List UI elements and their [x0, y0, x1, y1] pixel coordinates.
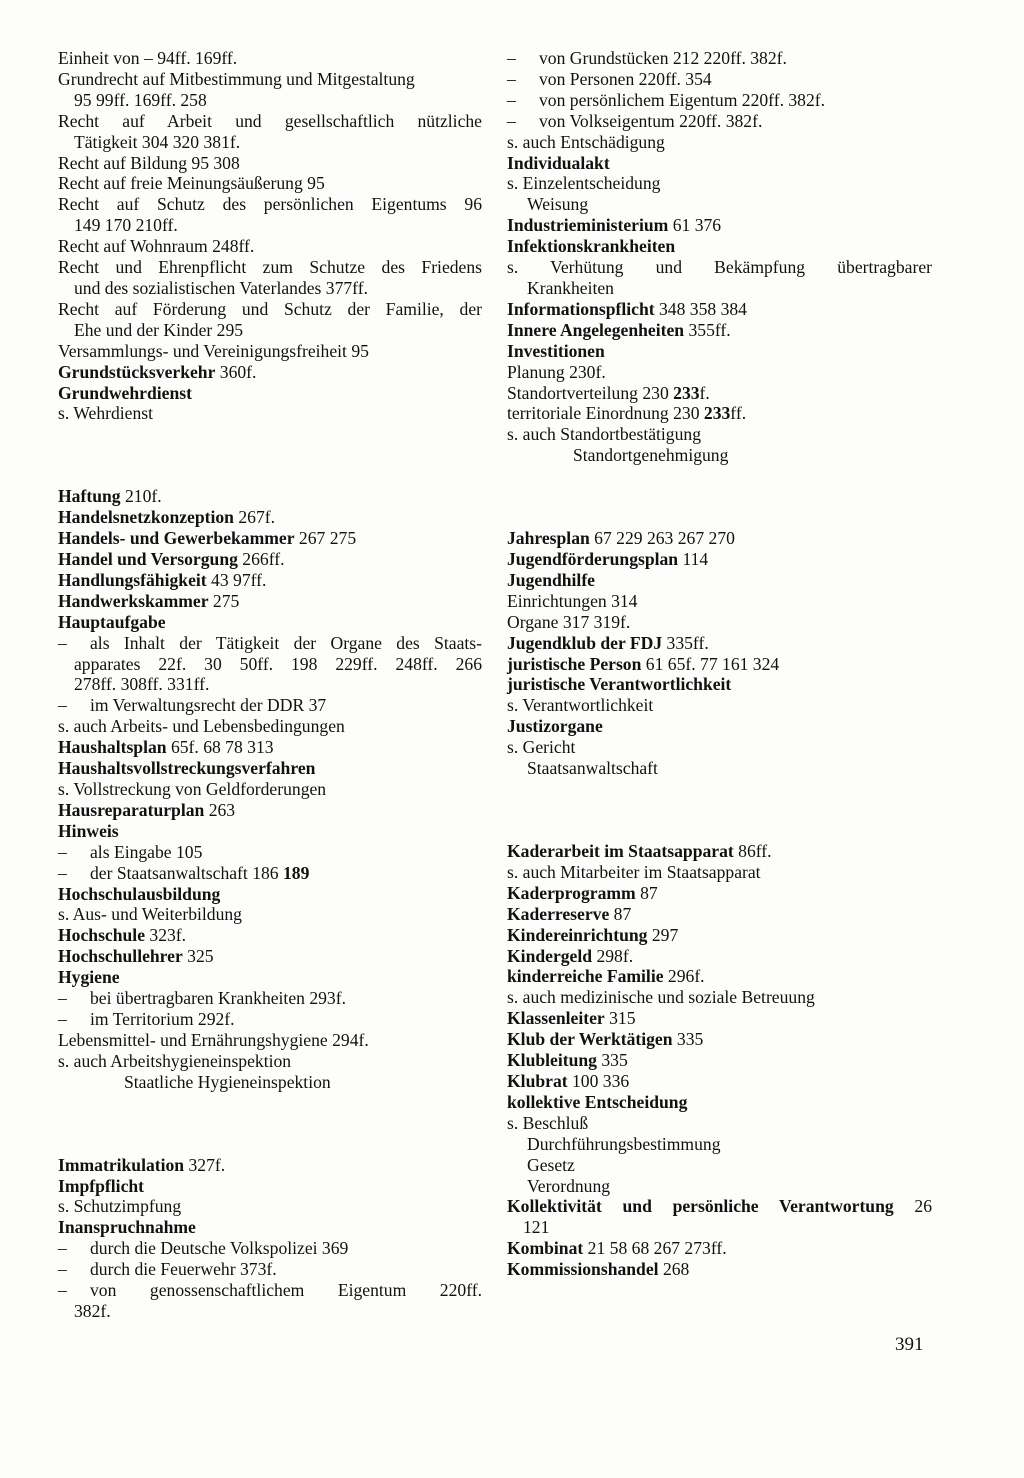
index-subentry: [58, 842, 482, 863]
entry-term: Kommissionshandel: [507, 1259, 659, 1280]
index-line: [58, 1301, 482, 1322]
entry-term: Hygiene: [58, 967, 120, 988]
entry-text: 335ff.: [662, 632, 709, 653]
index-entry-heading: [507, 570, 932, 591]
entry-term: juristische Verantwortlichkeit: [507, 674, 732, 695]
entry-text: Einheit von – 94ff. 169ff.: [58, 48, 238, 68]
index-entry-heading: [507, 236, 932, 257]
entry-term: Klubrat: [507, 1070, 568, 1091]
index-line: [58, 111, 482, 132]
entry-text: 268: [658, 1259, 690, 1280]
entry-text: von genossenschaftlichem Eigentum 220ff.: [90, 1280, 482, 1301]
entry-term: Handwerkskammer: [58, 590, 209, 611]
index-line: [507, 1134, 932, 1155]
entry-term: Haftung: [58, 486, 121, 507]
entry-term: Kaderprogramm: [507, 882, 636, 903]
entry-text: 263: [204, 799, 236, 820]
entry-text: 297: [647, 924, 679, 945]
entry-text: 266ff.: [237, 549, 285, 570]
dash-marker: –: [58, 1008, 67, 1029]
entry-text: 61 376: [668, 215, 722, 236]
entry-term: Grundwehrdienst: [58, 382, 192, 403]
entry-term: Kaderarbeit im Staatsapparat: [507, 841, 734, 861]
index-entry-heading: [58, 884, 482, 905]
entry-text: Recht auf Schutz des persönlichen Eigentums 96: [58, 194, 482, 215]
index-entry-heading: [507, 1196, 932, 1217]
index-line: [58, 299, 482, 320]
entry-term: Jugendhilfe: [507, 569, 595, 590]
index-entry-heading: [507, 674, 932, 695]
entry-text: Krankheiten: [527, 277, 614, 298]
subentry-text: [90, 863, 482, 884]
index-line: [58, 654, 482, 675]
index-column-left: [58, 48, 482, 1322]
entry-text: 65f. 68 78 313: [166, 737, 274, 758]
subentry-text: [90, 988, 482, 1009]
index-line: [507, 1155, 932, 1176]
entry-term: Hausreparaturplan: [58, 799, 205, 820]
entry-text: 325: [182, 946, 214, 967]
entry-text: 61 65f. 77 161 324: [641, 653, 780, 674]
index-entry-heading: [58, 758, 482, 779]
index-entry-heading: [507, 633, 932, 654]
section-gap: [58, 424, 482, 486]
index-subentry: [507, 69, 932, 90]
index-line: [507, 1217, 932, 1238]
entry-term: Industrieministerium: [507, 215, 669, 236]
entry-text: s. auch medizinische und soziale Betreuung: [507, 987, 815, 1008]
index-line: [58, 257, 482, 278]
entry-text: Standortgenehmigung: [573, 445, 729, 466]
entry-text: 267f.: [233, 507, 276, 528]
entry-text: 296f.: [663, 966, 705, 987]
index-line: [507, 758, 932, 779]
entry-term: Investitionen: [507, 340, 605, 361]
index-subentry: [507, 48, 932, 69]
entry-text: 210f.: [120, 486, 162, 507]
entry-text: als Inhalt der Tätigkeit der Organe des Staats-: [90, 632, 482, 653]
entry-text: 327f.: [184, 1154, 226, 1175]
entry-term: Immatrikulation: [58, 1154, 185, 1175]
index-line: [58, 341, 482, 362]
index-line: [58, 69, 482, 90]
entry-text: 100 336: [567, 1070, 630, 1091]
index-entry-heading: [507, 528, 932, 549]
entry-text: s. Verantwortlichkeit: [507, 695, 654, 716]
index-line: [58, 278, 482, 299]
entry-term: Kindereinrichtung: [507, 924, 648, 945]
subentry-text: [539, 48, 932, 69]
entry-text: 114: [678, 549, 709, 570]
entry-text: Gesetz: [527, 1154, 575, 1175]
entry-text: Einrichtungen 314: [507, 590, 638, 611]
dash-marker: –: [58, 1259, 67, 1280]
subentry-text: [539, 69, 932, 90]
index-entry-heading: [58, 486, 482, 507]
index-entry-heading: [507, 654, 932, 675]
subentry-text: [90, 633, 482, 654]
index-entry-heading: [507, 153, 932, 174]
entry-text: s. Aus- und Weiterbildung: [58, 904, 242, 925]
subentry-text: [539, 111, 932, 132]
index-entry-heading: [507, 341, 932, 362]
entry-term: Hochschule: [58, 925, 145, 946]
subentry-text: [90, 1009, 482, 1030]
index-subentry: [507, 111, 932, 132]
index-subentry: [58, 695, 482, 716]
entry-term: Impfpflicht: [58, 1175, 145, 1196]
entry-text: 26: [893, 1196, 932, 1217]
index-line: [58, 153, 482, 174]
index-line: [58, 320, 482, 341]
entry-term: Hinweis: [58, 820, 119, 841]
index-entry-heading: [507, 1029, 932, 1050]
index-line: [507, 1176, 932, 1197]
index-line: [507, 987, 932, 1008]
index-line: [58, 194, 482, 215]
entry-term: juristische Person: [507, 653, 642, 674]
dash-marker: –: [507, 48, 516, 68]
index-entry-heading: [507, 925, 932, 946]
entry-text: von Personen 220ff. 354: [539, 68, 712, 89]
index-entry-heading: [58, 549, 482, 570]
entry-text: Recht auf Förderung und Schutz der Familie, der: [58, 298, 482, 319]
entry-text: 43 97ff.: [206, 569, 267, 590]
index-line: [507, 257, 932, 278]
index-entry-heading: [507, 946, 932, 967]
index-line: [507, 173, 932, 194]
index-line: [507, 737, 932, 758]
dash-marker: –: [58, 988, 67, 1009]
entry-term: Haushaltsplan: [58, 737, 167, 758]
section-gap: [507, 466, 932, 528]
index-line: [58, 904, 482, 925]
entry-term: kinderreiche Familie: [507, 966, 664, 987]
entry-text: apparates 22f. 30 50ff. 198 229ff. 248ff. 266: [74, 653, 482, 674]
index-line: [507, 194, 932, 215]
dash-marker: –: [58, 632, 67, 653]
entry-term: Kindergeld: [507, 945, 593, 966]
index-line: [58, 674, 482, 695]
section-gap: [507, 779, 932, 841]
entry-text: von Volkseigentum 220ff. 382f.: [539, 110, 763, 131]
index-entry-heading: [507, 841, 932, 862]
entry-text: s. auch Mitarbeiter im Staatsapparat: [507, 861, 761, 882]
entry-text: durch die Feuerwehr 373f.: [90, 1259, 277, 1280]
entry-page-bold: 189: [282, 862, 310, 883]
index-entry-heading: [58, 967, 482, 988]
dash-marker: –: [58, 841, 67, 862]
index-entry-heading: [58, 570, 482, 591]
entry-term: Handelsnetzkonzeption: [58, 507, 234, 528]
entry-text: Planung 230f.: [507, 361, 606, 382]
entry-term: Grundstücksverkehr: [58, 361, 216, 382]
entry-text: Recht auf Bildung 95 308: [58, 152, 240, 173]
index-entry-heading: [58, 737, 482, 758]
index-entry-heading: [58, 1176, 482, 1197]
page-number: 391: [895, 1334, 924, 1355]
entry-page-suffix: f.: [699, 382, 710, 403]
entry-text: 382f.: [74, 1300, 111, 1321]
index-line: [507, 445, 932, 466]
index-line: [507, 591, 932, 612]
entry-text: Recht auf Arbeit und gesellschaftlich nützliche: [58, 110, 482, 131]
entry-term: Kombinat: [507, 1238, 584, 1259]
dash-marker: –: [58, 695, 67, 716]
index-entry-heading: [58, 1155, 482, 1176]
index-line: [58, 236, 482, 257]
subentry-text: [90, 842, 482, 863]
entry-text: territoriale Einordnung 230: [507, 403, 704, 424]
index-subentry: [58, 1009, 482, 1030]
index-line: [58, 1072, 482, 1093]
index-line: [507, 383, 932, 404]
index-entry-heading: [58, 528, 482, 549]
entry-term: Jahresplan: [507, 528, 590, 549]
entry-text: im Territorium 292f.: [90, 1008, 235, 1029]
entry-text: Ehe und der Kinder 295: [74, 319, 244, 340]
entry-text: s. Verhütung und Bekämpfung übertragbarer: [507, 257, 932, 278]
entry-text: 298f.: [592, 945, 634, 966]
index-entry-heading: [507, 1008, 932, 1029]
entry-term: Hauptaufgabe: [58, 611, 166, 632]
entry-text: von persönlichem Eigentum 220ff. 382f.: [539, 89, 826, 110]
entry-text: Lebensmittel- und Ernährungshygiene 294f.: [58, 1029, 369, 1050]
entry-term: Innere Angelegenheiten: [507, 319, 685, 340]
entry-text: Staatsanwaltschaft: [527, 758, 658, 779]
index-line: [58, 173, 482, 194]
entry-text: 95 99ff. 169ff. 258: [74, 89, 207, 110]
entry-term: Klub der Werktätigen: [507, 1029, 673, 1050]
index-subentry: [507, 90, 932, 111]
entry-text: Versammlungs- und Vereinigungsfreiheit 95: [58, 340, 369, 361]
subentry-text: [539, 90, 932, 111]
index-line: [58, 779, 482, 800]
section-gap: [58, 1093, 482, 1155]
entry-text: s. Schutzimpfung: [58, 1196, 182, 1217]
index-line: [58, 403, 482, 424]
index-entry-heading: [507, 883, 932, 904]
index-entry-heading: [507, 549, 932, 570]
index-entry-heading: [58, 383, 482, 404]
entry-text: Recht und Ehrenpflicht zum Schutze des Friedens: [58, 257, 482, 278]
entry-term: Jugendklub der FDJ: [507, 632, 663, 653]
index-line: [507, 132, 932, 153]
index-subentry: [58, 1280, 482, 1301]
entry-term: Kollektivität und persönliche Verantwortung: [507, 1196, 894, 1217]
entry-text: s. auch Arbeitshygieneinspektion: [58, 1050, 292, 1071]
entry-text: s. Gericht: [507, 737, 576, 758]
index-entry-heading: [58, 591, 482, 612]
subentry-text: [90, 1259, 482, 1280]
entry-page-bold: 233: [673, 382, 700, 403]
index-entry-heading: [507, 716, 932, 737]
entry-text: 360f.: [215, 361, 257, 382]
entry-text: s. Vollstreckung von Geldforderungen: [58, 779, 327, 799]
entry-text: 275: [208, 590, 240, 611]
entry-text: 278ff. 308ff. 331ff.: [74, 674, 210, 695]
entry-term: Informationspflicht: [507, 298, 655, 319]
entry-text: 323f.: [145, 925, 187, 946]
entry-text: 267 275: [294, 528, 357, 549]
entry-term: Justizorgane: [507, 716, 603, 737]
entry-text: 335: [672, 1029, 704, 1050]
index-entry-heading: [58, 946, 482, 967]
entry-text: Weisung: [527, 194, 589, 215]
entry-term: Handel und Versorgung: [58, 549, 238, 570]
index-entry-heading: [58, 612, 482, 633]
entry-text: durch die Deutsche Volkspolizei 369: [90, 1238, 349, 1259]
index-column-right: [507, 48, 932, 1280]
entry-text: Durchführungsbestimmung: [527, 1133, 721, 1154]
entry-text: Tätigkeit 304 320 381f.: [74, 131, 241, 152]
index-line: [58, 716, 482, 737]
entry-text: 67 229 263 267 270: [589, 528, 735, 549]
index-line: [58, 48, 482, 69]
entry-term: Inanspruchnahme: [58, 1217, 196, 1238]
entry-text: Verordnung: [527, 1175, 611, 1196]
entry-text: bei übertragbaren Krankheiten 293f.: [90, 988, 346, 1009]
index-subentry: [58, 988, 482, 1009]
entry-text: Staatliche Hygieneinspektion: [124, 1071, 331, 1092]
entry-text: 348 358 384: [654, 298, 747, 319]
index-line: [58, 1196, 482, 1217]
entry-text: von Grundstücken 212 220ff. 382f.: [539, 48, 787, 68]
index-line: [507, 403, 932, 424]
index-line: [507, 424, 932, 445]
index-line: [58, 132, 482, 153]
index-entry-heading: [507, 215, 932, 236]
index-entry-heading: [507, 904, 932, 925]
entry-page-bold: 233: [703, 403, 731, 424]
subentry-text: [90, 1280, 482, 1301]
entry-text: Organe 317 319f.: [507, 611, 631, 632]
index-entry-heading: [507, 1071, 932, 1092]
entry-text: Recht auf freie Meinungsäußerung 95: [58, 173, 325, 194]
index-subentry: [58, 633, 482, 654]
entry-term: Haushaltsvollstreckungsverfahren: [58, 758, 316, 779]
entry-term: Klubleitung: [507, 1050, 597, 1071]
entry-page-suffix: ff.: [730, 403, 747, 424]
entry-text: Standortverteilung 230: [507, 382, 674, 403]
entry-text: und des sozialistischen Vaterlandes 377ff.: [74, 277, 368, 298]
entry-text: 335: [596, 1050, 628, 1071]
index-entry-heading: [507, 966, 932, 987]
index-entry-heading: [58, 925, 482, 946]
entry-text: der Staatsanwaltschaft 186: [90, 862, 283, 883]
entry-text: als Eingabe 105: [90, 841, 203, 862]
entry-text: s. Einzelentscheidung: [507, 173, 661, 194]
index-line: [58, 1051, 482, 1072]
dash-marker: –: [58, 862, 67, 883]
index-subentry: [58, 1238, 482, 1259]
entry-text: s. auch Standortbestätigung: [507, 424, 701, 445]
entry-text: s. Beschluß: [507, 1112, 589, 1133]
entry-term: Klassenleiter: [507, 1008, 605, 1029]
index-entry-heading: [58, 821, 482, 842]
entry-term: kollektive Entscheidung: [507, 1091, 688, 1112]
index-subentry: [58, 863, 482, 884]
entry-text: 86ff.: [733, 841, 772, 861]
index-entry-heading: [507, 1238, 932, 1259]
entry-text: Grundrecht auf Mitbestimmung und Mitgestaltung: [58, 68, 415, 89]
entry-term: Infektionskrankheiten: [507, 236, 676, 257]
index-line: [507, 1113, 932, 1134]
entry-term: Hochschullehrer: [58, 946, 183, 967]
index-entry-heading: [507, 1050, 932, 1071]
entry-text: 21 58 68 267 273ff.: [583, 1238, 727, 1259]
index-subentry: [58, 1259, 482, 1280]
entry-term: Hochschulausbildung: [58, 883, 221, 904]
entry-term: Individualakt: [507, 152, 610, 173]
dash-marker: –: [58, 1238, 67, 1259]
index-entry-heading: [58, 1217, 482, 1238]
index-line: [507, 695, 932, 716]
entry-text: 315: [604, 1008, 636, 1029]
index-line: [507, 278, 932, 299]
entry-text: 149 170 210ff.: [74, 215, 178, 236]
entry-term: Kaderreserve: [507, 903, 610, 924]
dash-marker: –: [507, 110, 516, 131]
entry-term: Handels- und Gewerbekammer: [58, 528, 295, 549]
index-entry-heading: [507, 1259, 932, 1280]
index-entry-heading: [58, 800, 482, 821]
entry-text: Recht auf Wohnraum 248ff.: [58, 236, 255, 257]
entry-text: 87: [609, 903, 632, 924]
entry-text: 355ff.: [684, 319, 731, 340]
dash-marker: –: [58, 1280, 67, 1301]
index-line: [58, 1030, 482, 1051]
index-entry-heading: [507, 1092, 932, 1113]
entry-text: s. auch Entschädigung: [507, 131, 665, 152]
dash-marker: –: [507, 68, 516, 89]
dash-marker: –: [507, 89, 516, 110]
entry-term: Handlungsfähigkeit: [58, 569, 207, 590]
index-line: [507, 612, 932, 633]
index-line: [507, 362, 932, 383]
entry-text: 87: [635, 882, 658, 903]
index-entry-heading: [507, 320, 932, 341]
entry-text: s. auch Arbeits- und Lebensbedingungen: [58, 716, 345, 737]
index-entry-heading: [58, 362, 482, 383]
entry-text: 121: [523, 1217, 550, 1238]
index-entry-heading: [507, 299, 932, 320]
index-entry-heading: [58, 507, 482, 528]
entry-term: Jugendförderungsplan: [507, 549, 679, 570]
entry-text: im Verwaltungsrecht der DDR 37: [90, 695, 327, 716]
index-line: [58, 215, 482, 236]
index-line: [58, 90, 482, 111]
subentry-text: [90, 695, 482, 716]
entry-text: s. Wehrdienst: [58, 403, 154, 424]
index-line: [507, 862, 932, 883]
subentry-text: [90, 1238, 482, 1259]
